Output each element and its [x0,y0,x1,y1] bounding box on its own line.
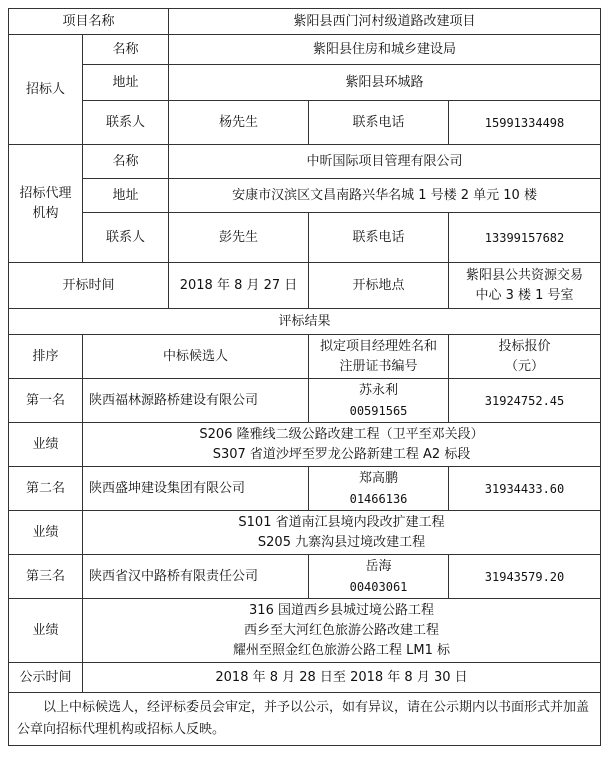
performance-item: S101 省道南江县境内段改扩建工程 [238,514,445,530]
agent-contact-label: 联系人 [83,213,169,263]
header-candidate: 中标候选人 [83,335,309,379]
candidate-rank: 第二名 [9,467,83,511]
performance-item: S307 省道沙坪至罗龙公路新建工程 A2 标段 [212,446,471,462]
tenderer-contact: 杨先生 [169,101,309,145]
opening-place-label: 开标地点 [309,263,449,309]
tenderer-contact-label: 联系人 [83,101,169,145]
manager-cert: 00591565 [349,403,408,418]
agent-address: 安康市汉滨区文昌南路兴华名城 1 号楼 2 单元 10 楼 [169,179,601,213]
opening-place-line2: 中心 3 楼 1 号室 [475,287,574,303]
candidate-price: 31934433.60 [449,467,601,511]
agent-name: 中昕国际项目管理有限公司 [169,145,601,179]
manager-cert: 01466136 [349,491,408,506]
agent-address-label: 地址 [83,179,169,213]
tenderer-phone-label: 联系电话 [309,101,449,145]
agent-label [9,145,83,263]
agent-label-line1: 招标代理 [19,185,72,201]
opening-time-label: 开标时间 [9,263,169,309]
opening-place [449,263,601,309]
tenderer-name-label: 名称 [83,35,169,65]
manager-name: 岳海 [365,558,392,574]
agent-phone: 13399157682 [449,213,601,263]
candidate-manager [309,467,449,511]
results-title: 评标结果 [9,309,601,335]
tenderer-address-label: 地址 [83,65,169,101]
header-price [449,335,601,379]
header-manager [309,335,449,379]
opening-place-line1: 紫阳县公共资源交易 [466,267,584,283]
candidate-company: 陕西省汉中路桥有限责任公司 [83,555,309,599]
project-name: 紫阳县西门河村级道路改建项目 [169,9,601,35]
tenderer-name: 紫阳县住房和城乡建设局 [169,35,601,65]
manager-name: 苏永利 [359,382,399,398]
agent-name-label: 名称 [83,145,169,179]
candidate-performance [83,511,601,555]
header-manager-line2: 注册证书编号 [339,358,418,374]
candidate-performance [83,423,601,467]
tenderer-label: 招标人 [9,35,83,145]
header-price-line1: 投标报价 [498,338,551,354]
candidate-price: 31924752.45 [449,379,601,423]
candidate-price: 31943579.20 [449,555,601,599]
performance-item: 西乡至大河红色旅游公路改建工程 [244,622,440,638]
header-manager-line1: 拟定项目经理姓名和 [320,338,438,354]
publicity-period: 2018 年 8 月 28 日至 2018 年 8 月 30 日 [83,663,601,693]
opening-time: 2018 年 8 月 27 日 [169,263,309,309]
performance-label: 业绩 [9,511,83,555]
candidate-rank: 第一名 [9,379,83,423]
performance-item: 耀州至照金红色旅游公路工程 LM1 标 [233,642,450,658]
agent-phone-label: 联系电话 [309,213,449,263]
performance-item: S206 隆雅线二级公路改建工程（卫平至邓关段） [199,426,484,442]
performance-label: 业绩 [9,423,83,467]
performance-item: 316 国道西乡县城过境公路工程 [249,602,434,618]
performance-item: S205 九寨沟县过境改建工程 [257,534,426,550]
header-rank: 排序 [9,335,83,379]
candidate-manager [309,379,449,423]
publicity-label: 公示时间 [9,663,83,693]
agent-label-line2: 机构 [32,205,59,221]
tenderer-address: 紫阳县环城路 [169,65,601,101]
candidate-manager [309,555,449,599]
performance-label: 业绩 [9,599,83,663]
bid-result-table [8,8,601,746]
manager-name: 郑高鹏 [359,470,399,486]
candidate-performance [83,599,601,663]
manager-cert: 00403061 [349,579,408,594]
candidate-company: 陕西盛坤建设集团有限公司 [83,467,309,511]
candidate-company: 陕西福林源路桥建设有限公司 [83,379,309,423]
header-price-line2: （元） [505,358,545,374]
tenderer-phone: 15991334498 [449,101,601,145]
agent-contact: 彭先生 [169,213,309,263]
notice-text: 以上中标候选人，经评标委员会审定，并予以公示，如有异议，请在公示期内以书面形式并加盖公章向招标代理机构或招标人反映。 [9,693,601,746]
project-name-label: 项目名称 [9,9,169,35]
candidate-rank: 第三名 [9,555,83,599]
